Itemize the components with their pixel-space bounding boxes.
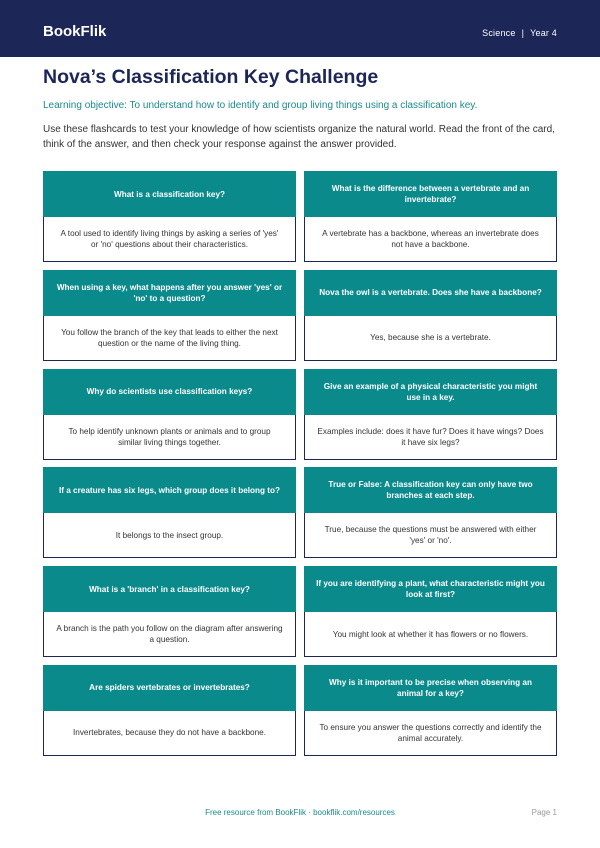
- flashcard[interactable]: [304, 171, 557, 262]
- flashcard-answer: You follow the branch of the key that leads to either the next question or the name of the living thing.: [43, 316, 296, 361]
- flashcard-answer: To help identify unknown plants or animals and to group similar living things together.: [43, 415, 296, 460]
- flashcard-question: Why do scientists use classification keys?: [43, 369, 296, 415]
- flashcard[interactable]: [304, 369, 557, 460]
- flashcard-question: When using a key, what happens after you answer 'yes' or 'no' to a question?: [43, 270, 296, 316]
- flashcard[interactable]: [43, 467, 296, 558]
- page-number: Page 1: [531, 808, 557, 817]
- year-label: Year 4: [530, 28, 557, 38]
- flashcard-answer: A vertebrate has a backbone, whereas an invertebrate does not have a backbone.: [304, 217, 557, 262]
- flashcard-question: If you are identifying a plant, what characteristic might you look at first?: [304, 566, 557, 612]
- subject-label: Science: [482, 28, 516, 38]
- meta-separator: |: [521, 28, 525, 38]
- flashcard-question: If a creature has six legs, which group does it belong to?: [43, 467, 296, 513]
- flashcard-answer: It belongs to the insect group.: [43, 513, 296, 558]
- flashcard-question: What is a 'branch' in a classification key?: [43, 566, 296, 612]
- flashcard-question: True or False: A classification key can only have two branches at each step.: [304, 467, 557, 513]
- flashcard[interactable]: [304, 665, 557, 756]
- flashcard-answer: A branch is the path you follow on the diagram after answering a question.: [43, 612, 296, 657]
- flashcard-answer: A tool used to identify living things by asking a series of 'yes' or 'no' questions about their characteristics.: [43, 217, 296, 262]
- flashcard[interactable]: [43, 566, 296, 657]
- page-title: Nova’s Classification Key Challenge: [43, 66, 379, 88]
- flashcard-answer: Invertebrates, because they do not have a backbone.: [43, 711, 296, 756]
- flashcard-answer: You might look at whether it has flowers or no flowers.: [304, 612, 557, 657]
- flashcard[interactable]: [304, 566, 557, 657]
- flashcard-answer: Yes, because she is a vertebrate.: [304, 316, 557, 361]
- flashcard-answer: Examples include: does it have fur? Does it have wings? Does it have six legs?: [304, 415, 557, 460]
- flashcard-question: Give an example of a physical characteristic you might use in a key.: [304, 369, 557, 415]
- flashcard-question: Nova the owl is a vertebrate. Does she have a backbone?: [304, 270, 557, 316]
- flashcard-question: Why is it important to be precise when observing an animal for a key?: [304, 665, 557, 711]
- footer-resource-link[interactable]: Free resource from BookFlik · bookflik.com/resources: [205, 808, 395, 817]
- intro-text: Use these flashcards to test your knowledge of how scientists organize the natural world. Read the front of the card, think of the answer, and then check your response against the answer provided.: [43, 124, 555, 150]
- flashcard[interactable]: [43, 665, 296, 756]
- flashcard-question: What is a classification key?: [43, 171, 296, 217]
- flashcard-question: Are spiders vertebrates or invertebrates?: [43, 665, 296, 711]
- learning-objective: Learning objective: To understand how to identify and group living things using a classification key.: [43, 100, 478, 111]
- page-header: [0, 0, 600, 57]
- header-meta: [482, 27, 557, 39]
- flashcard[interactable]: [43, 171, 296, 262]
- flashcard[interactable]: [304, 467, 557, 558]
- flashcard-question: What is the difference between a vertebrate and an invertebrate?: [304, 171, 557, 217]
- flashcard-grid: [43, 171, 557, 756]
- flashcard-answer: To ensure you answer the questions correctly and identify the animal accurately.: [304, 711, 557, 756]
- flashcard[interactable]: [304, 270, 557, 361]
- flashcard-answer: True, because the questions must be answered with either 'yes' or 'no'.: [304, 513, 557, 558]
- flashcard[interactable]: [43, 270, 296, 361]
- flashcard[interactable]: [43, 369, 296, 460]
- brand-logo[interactable]: BookFlik: [43, 23, 107, 40]
- page-footer: [0, 806, 600, 820]
